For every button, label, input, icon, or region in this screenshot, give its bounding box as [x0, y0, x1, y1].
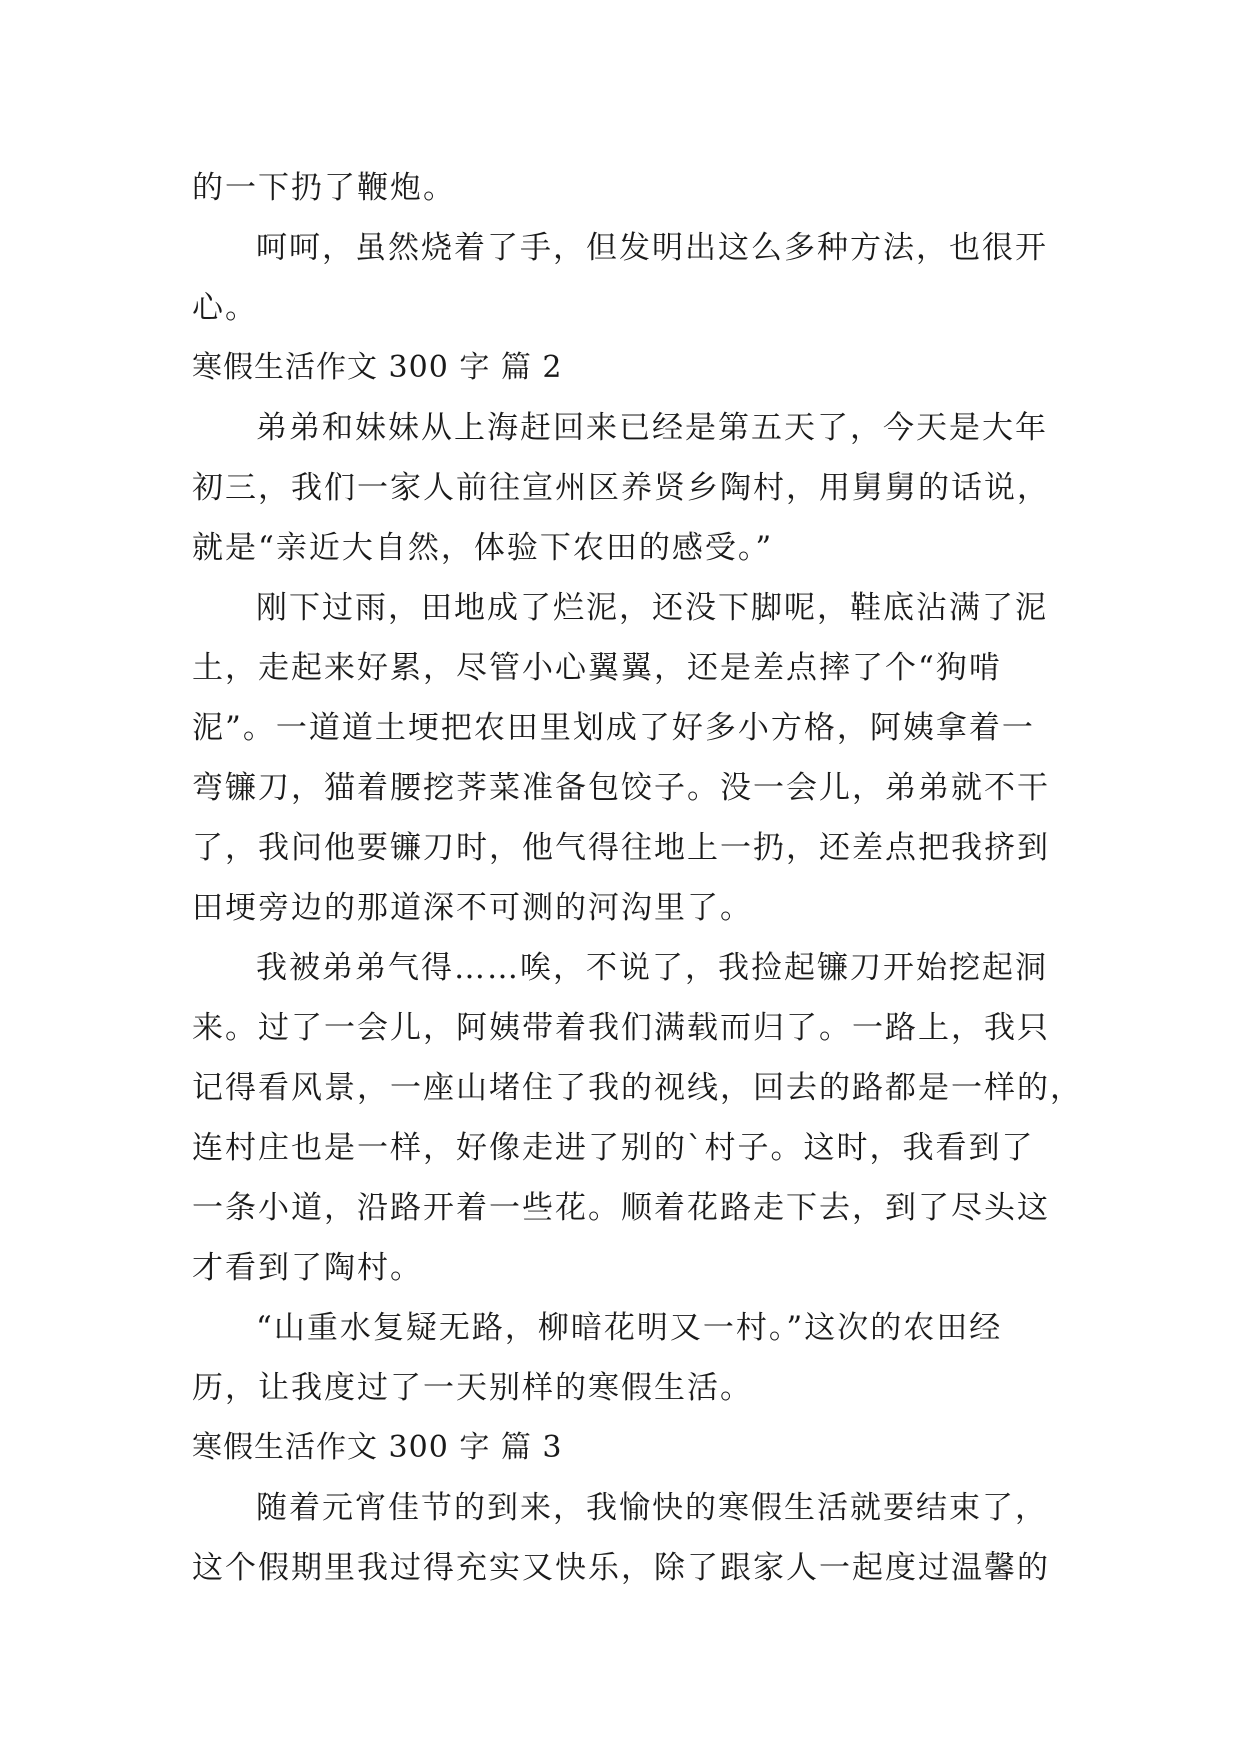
- text-line: “山重水复疑无路，柳暗花明又一村。”这次的农田经: [256, 1310, 1003, 1346]
- text-line: 土，走起来好累，尽管小心翼翼，还是差点摔了个“狗啃: [192, 650, 1002, 686]
- text-line: 弯镰刀，猫着腰挖荠菜准备包饺子。没一会儿，弟弟就不干: [192, 770, 1050, 806]
- text-line: 这个假期里我过得充实又快乐，除了跟家人一起度过温馨的: [192, 1550, 1050, 1586]
- document-body: [192, 158, 1083, 1598]
- text-line: 我被弟弟气得……唉，不说了，我捡起镰刀开始挖起洞: [256, 950, 1048, 986]
- section-heading: 寒假生活作文 300 字 篇 2: [192, 350, 563, 385]
- text-line: 随着元宵佳节的到来，我愉快的寒假生活就要结束了，: [256, 1490, 1048, 1526]
- text-line: 呵呵，虽然烧着了手，但发明出这么多种方法，也很开: [256, 230, 1048, 266]
- section-heading: 寒假生活作文 300 字 篇 3: [192, 1430, 563, 1465]
- text-line: 泥”。一道道土埂把农田里划成了好多小方格，阿姨拿着一: [192, 710, 1035, 746]
- text-line: 一条小道，沿路开着一些花。顺着花路走下去，到了尽头这: [192, 1190, 1050, 1226]
- text-line: 历，让我度过了一天别样的寒假生活。: [192, 1370, 753, 1406]
- text-line: 就是“亲近大自然，体验下农田的感受。”: [192, 530, 774, 566]
- text-line: 初三，我们一家人前往宣州区养贤乡陶村，用舅舅的话说，: [192, 470, 1050, 506]
- text-line: 来。过了一会儿，阿姨带着我们满载而归了。一路上，我只: [192, 1010, 1050, 1046]
- text-line: 的一下扔了鞭炮。: [192, 170, 456, 206]
- text-line: 连村庄也是一样，好像走进了别的`村子。这时，我看到了: [192, 1130, 1035, 1166]
- text-line: 记得看风景，一座山堵住了我的视线，回去的路都是一样的，: [192, 1070, 1083, 1106]
- text-line: 弟弟和妹妹从上海赶回来已经是第五天了，今天是大年: [256, 410, 1048, 446]
- text-line: 心。: [192, 290, 258, 326]
- text-line: 刚下过雨，田地成了烂泥，还没下脚呢，鞋底沾满了泥: [256, 590, 1048, 626]
- text-line: 了，我问他要镰刀时，他气得往地上一扔，还差点把我挤到: [192, 830, 1050, 866]
- text-line: 才看到了陶村。: [192, 1250, 423, 1286]
- text-line: 田埂旁边的那道深不可测的河沟里了。: [192, 890, 753, 926]
